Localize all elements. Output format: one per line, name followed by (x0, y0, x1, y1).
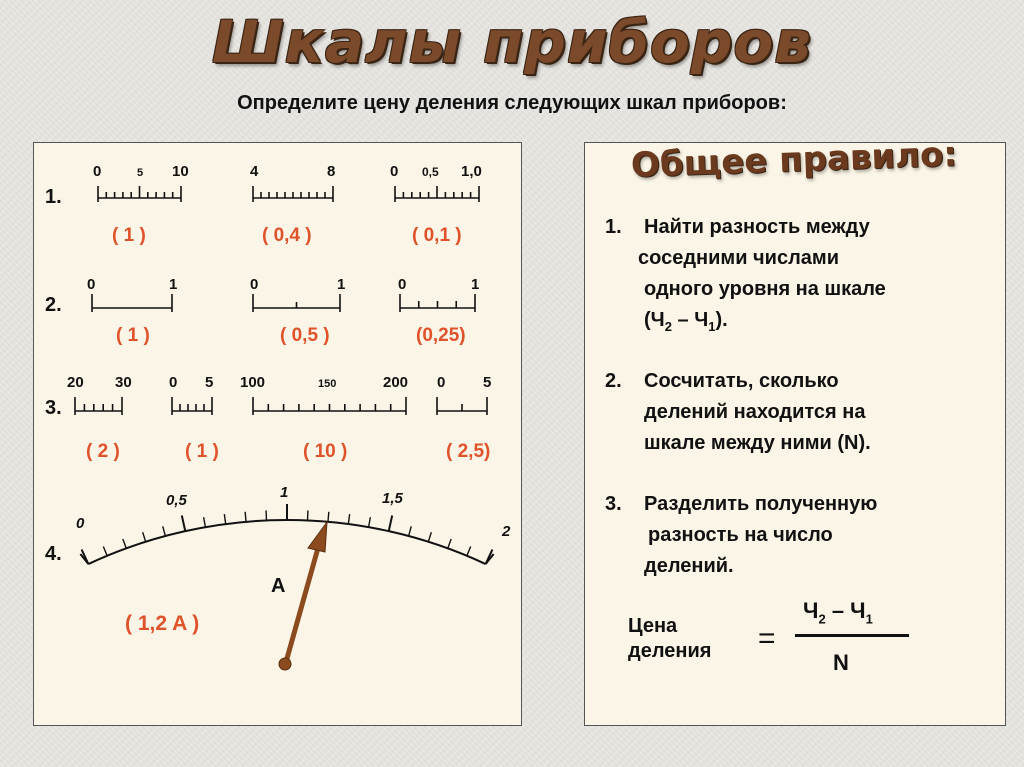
r2s1-start: 0 (87, 276, 96, 293)
needle-pivot (279, 658, 291, 670)
answer-r1s3: ( 0,1 ) (412, 225, 462, 246)
dial-tick (245, 512, 246, 522)
r2s3-start: 0 (398, 276, 407, 293)
r1s3-end: 1,0 (461, 163, 482, 180)
page-title: Шкалы приборов (212, 8, 812, 76)
r2s3-end: 1 (471, 276, 480, 293)
step-1-number: 1. (605, 216, 622, 238)
answer-r3s3: ( 10 ) (303, 441, 348, 462)
dial-tick (389, 516, 392, 532)
dial-tick (448, 539, 451, 548)
answer-r3s1: ( 2 ) (86, 441, 120, 462)
needle-arrowhead (308, 522, 327, 552)
dial-arc (88, 520, 485, 564)
step-3-line-2: разность на число (648, 524, 833, 546)
r3s1-start: 20 (67, 374, 84, 391)
r1s2-start: 4 (250, 163, 259, 180)
r2s1-end: 1 (169, 276, 178, 293)
answer-r3s2: ( 1 ) (185, 441, 219, 462)
dial-label-1: 1 (280, 484, 289, 501)
step-2-line-1: Сосчитать, сколько (644, 370, 839, 392)
answer-r2s3: (0,25) (416, 325, 466, 346)
dial-tick (163, 526, 166, 536)
dial-label-15: 1,5 (382, 490, 403, 507)
row-label-2: 2. (45, 294, 62, 316)
r3s4-start: 0 (437, 374, 446, 391)
dial-tick (348, 514, 349, 524)
answer-r4: ( 1,2 A ) (125, 612, 200, 635)
dial-tick (182, 516, 185, 532)
step-3-line-1: Разделить полученную (644, 493, 878, 515)
step-1-line-4: $(Ч_2 - Ч_1)$. (644, 309, 728, 334)
step-3-number: 3. (605, 493, 622, 515)
formula-fraction-bar (795, 634, 909, 637)
answer-r1s2: ( 0,4 ) (262, 225, 312, 246)
r3s3-mid: 150 (318, 378, 337, 390)
r1s1-mid: 5 (137, 167, 144, 179)
r2s2-end: 1 (337, 276, 346, 293)
r3s3-start: 100 (240, 374, 266, 391)
dial-tick (428, 532, 431, 542)
row-label-3: 3. (45, 397, 62, 419)
r2s2-start: 0 (250, 276, 259, 293)
dial-tick (467, 547, 471, 556)
dial-tick (103, 547, 107, 556)
step-2-line-2: делений находится на (644, 401, 866, 423)
dial-tick (143, 532, 146, 542)
dial-tick (328, 512, 329, 522)
formula-equals: = (758, 622, 776, 655)
subtitle: Определите цену деления следующих шкал приборов: (237, 92, 787, 114)
formula-numerator: $Ч_2 - Ч_1$ (803, 598, 873, 627)
r1s3-mid: 0,5 (422, 165, 439, 179)
dial-tick (224, 514, 225, 524)
formula-label-line-1: Цена (628, 615, 678, 637)
r3s2-start: 0 (169, 374, 178, 391)
dial-label-05: 0,5 (166, 492, 187, 509)
r3s3-end: 200 (383, 374, 409, 391)
answer-r1s1: ( 1 ) (112, 225, 146, 246)
formula-label-line-2: деления (628, 640, 712, 662)
dial-label-0: 0 (76, 515, 85, 532)
row-label-4: 4. (45, 543, 62, 565)
dial-tick (369, 517, 371, 527)
dial-tick (409, 526, 412, 536)
answer-r2s2: ( 0,5 ) (280, 325, 330, 346)
step-1-line-1: Найти разность между (644, 216, 870, 238)
dial-unit: A (271, 575, 286, 597)
r1s1-start: 0 (93, 163, 102, 180)
dial-tick (204, 517, 206, 527)
dial-needle (286, 548, 318, 662)
step-1-line-3: одного уровня на шкале (644, 278, 886, 300)
step-1-line-2: соседними числами (638, 247, 839, 269)
formula-denominator: N (833, 650, 849, 675)
r3s2-end: 5 (205, 374, 214, 391)
answer-r3s4: ( 2,5) (446, 441, 491, 462)
r3s4-end: 5 (483, 374, 492, 391)
step-3-line-3: делений. (644, 555, 734, 577)
step-2-line-3: шкале между ними (N). (644, 432, 871, 454)
r3s1-end: 30 (115, 374, 132, 391)
answer-r2s1: ( 1 ) (116, 325, 150, 346)
r1s3-start: 0 (390, 163, 399, 180)
dial-label-2: 2 (502, 523, 511, 540)
step-2-number: 2. (605, 370, 622, 392)
r1s2-end: 8 (327, 163, 336, 180)
dial-tick (123, 539, 126, 548)
r1s1-end: 10 (172, 163, 189, 180)
row-label-1: 1. (45, 186, 62, 208)
rule-title: Общее правило: (630, 134, 958, 186)
